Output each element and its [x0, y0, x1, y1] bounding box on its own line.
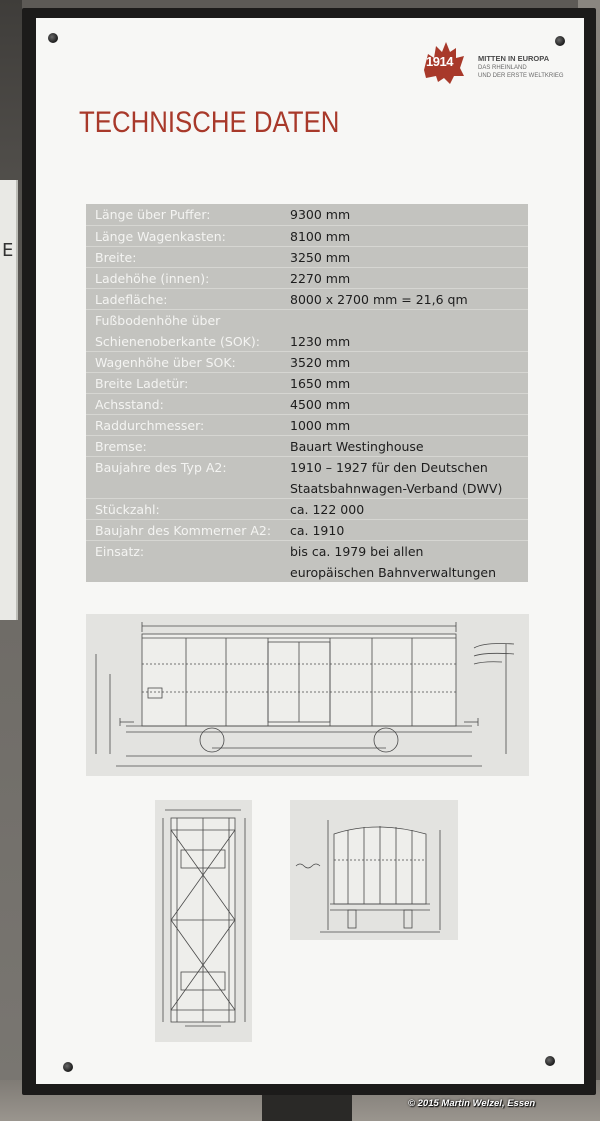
spec-label: Stückzahl: [95, 502, 160, 517]
wagon-end-drawing-svg [290, 800, 458, 940]
spec-row [86, 288, 528, 310]
spec-label: Wagenhöhe über SOK: [95, 355, 236, 370]
logo-year: 1914 [426, 54, 453, 69]
spec-label: Breite Ladetür: [95, 376, 189, 391]
spec-label-line2: Schienenoberkante (SOK): [95, 334, 260, 349]
spec-value: 1230 mm [290, 334, 351, 349]
logo-subtitle-2: UND DER ERSTE WELTKRIEG [478, 73, 564, 79]
spec-row [86, 519, 528, 541]
spec-label: Raddurchmesser: [95, 418, 205, 433]
logo-subtitle-1: DAS RHEINLAND [478, 65, 527, 71]
spec-value: 9300 mm [290, 207, 351, 222]
spec-label: Achsstand: [95, 397, 164, 412]
spec-row [86, 246, 528, 268]
spec-row [86, 540, 528, 583]
wagon-plan-drawing [155, 800, 252, 1042]
spec-value-line2: Staatsbahnwagen-Verband (DWV) [290, 481, 503, 496]
spec-value: Bauart Westinghouse [290, 439, 424, 454]
spec-value: 8000 x 2700 mm = 21,6 qm [290, 292, 468, 307]
spec-value: 4500 mm [290, 397, 351, 412]
spec-row [86, 225, 528, 247]
spec-label: Ladehöhe (innen): [95, 271, 210, 286]
screw-top-left [48, 33, 58, 43]
background-left [0, 0, 22, 1121]
photo-credit: © 2015 Martin Welzel, Essen [408, 1098, 536, 1109]
spec-label: Fußbodenhöhe über [95, 313, 221, 328]
spec-value: ca. 122 000 [290, 502, 365, 517]
wagon-plan-drawing-svg [155, 800, 252, 1042]
spec-value: 8100 mm [290, 229, 351, 244]
spec-value: 1650 mm [290, 376, 351, 391]
page-title: TECHNISCHE DATEN [79, 106, 340, 139]
spec-row [86, 309, 528, 352]
logo-title: MITTEN IN EUROPA [478, 54, 550, 63]
spec-table [86, 204, 528, 582]
wagon-side-drawing-svg [86, 614, 529, 776]
spec-row [86, 393, 528, 415]
spec-label: Bremse: [95, 439, 147, 454]
spec-label: Baujahr des Kommerner A2: [95, 523, 272, 538]
spec-value-line2: europäischen Bahnverwaltungen [290, 565, 497, 580]
spec-value: 1000 mm [290, 418, 351, 433]
screw-bottom-right [545, 1056, 555, 1066]
spec-value: bis ca. 1979 bei allen [290, 544, 424, 559]
spec-row [86, 204, 528, 225]
spec-label: Breite: [95, 250, 137, 265]
spec-row [86, 498, 528, 520]
spec-label: Ladefläche: [95, 292, 168, 307]
background-sign-fragment: E [0, 180, 18, 620]
spec-row [86, 456, 528, 499]
wagon-end-drawing [290, 800, 458, 940]
spec-row [86, 435, 528, 457]
spec-row [86, 372, 528, 394]
spec-value: 3520 mm [290, 355, 351, 370]
spec-label: Länge Wagenkasten: [95, 229, 226, 244]
spec-row [86, 267, 528, 289]
spec-label: Länge über Puffer: [95, 207, 211, 222]
spec-value: ca. 1910 [290, 523, 345, 538]
spec-value: 1910 – 1927 für den Deutschen [290, 460, 488, 475]
logo-1914 [420, 40, 570, 90]
spec-label: Einsatz: [95, 544, 145, 559]
spec-row [86, 414, 528, 436]
spec-label: Baujahre des Typ A2: [95, 460, 227, 475]
wagon-side-drawing [86, 614, 529, 776]
screw-bottom-left [63, 1062, 73, 1072]
spec-row [86, 351, 528, 373]
spec-value: 3250 mm [290, 250, 351, 265]
spec-value: 2270 mm [290, 271, 351, 286]
